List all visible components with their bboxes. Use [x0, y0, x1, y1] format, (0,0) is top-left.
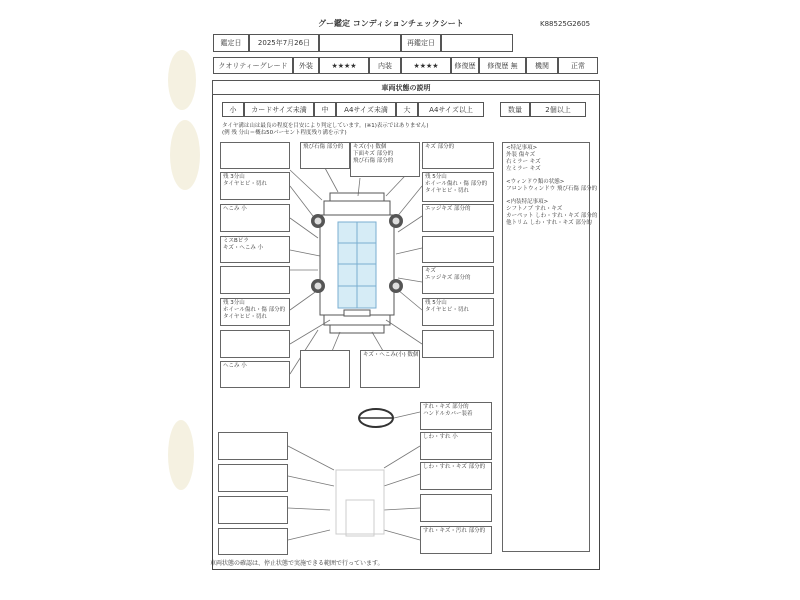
legend-medium-label: 中	[314, 102, 336, 117]
note-box-empty	[220, 330, 290, 358]
note-right-front-tire: 残 5分山 ホイール傷れ・傷 部分的 タイヤヒビ・切れ	[422, 172, 494, 202]
note-box-empty	[220, 266, 290, 294]
quality-label: クオリティーグレード	[213, 57, 293, 74]
special-notes-box	[502, 142, 598, 552]
date-value: 2025年7月26日	[249, 34, 319, 52]
special-head-2: <ウィンドウ類の状態>	[506, 179, 565, 185]
special-item: 左ミラー キズ	[506, 166, 541, 172]
repair-label: 修復歴	[451, 57, 479, 74]
reinspect-label: 再鑑定日	[401, 34, 441, 52]
footer-note: 車両状態の確認は、停止状態で実施できる範囲で行っています。	[210, 560, 384, 567]
legend-count-label: 数量	[500, 102, 530, 117]
note-front-top: キズ(小) 数個 下面キズ 部分的 飛び石傷 部分的	[350, 142, 420, 177]
section-title: 車両状態の説明	[212, 80, 600, 95]
note-box-empty	[300, 350, 350, 388]
special-item: 右ミラー キズ	[506, 159, 541, 165]
sheet-title: グー鑑定 コンディションチェックシート	[318, 19, 464, 28]
repair-value: 修復歴 無	[479, 57, 526, 74]
special-item: フロントウィンドウ 飛び石傷 部分的	[506, 186, 598, 192]
equip-value: 正常	[558, 57, 598, 74]
note-box-empty	[218, 528, 288, 555]
note-left-front-tire: 残 3分山 タイヤヒビ・切れ	[220, 172, 290, 200]
note-box-empty	[218, 464, 288, 492]
note-box-empty	[422, 236, 494, 263]
note-left-rear-dent: へこみ 小	[220, 361, 290, 388]
special-item: 他トリム しわ・すれ・キズ 部分的	[506, 220, 592, 226]
equip-label: 機関	[526, 57, 558, 74]
legend-small-label: 小	[222, 102, 244, 117]
legend-count-value: 2個以上	[530, 102, 586, 117]
special-head-3: <内装特記事項>	[506, 199, 549, 205]
date-label: 鑑定日	[213, 34, 249, 52]
tire-note-1: タイヤ溝は山は最良の程度を目安により判定しています。(※1)表示ではありません)	[222, 123, 429, 129]
note-box-empty	[220, 142, 290, 169]
note-box-empty	[422, 330, 494, 358]
note-box-empty	[218, 496, 288, 524]
note-box-empty	[218, 432, 288, 460]
note-right-top: キズ 部分的	[422, 142, 494, 169]
car-outline	[320, 193, 394, 333]
seat-outline-icon	[336, 470, 384, 536]
note-left-fender: ミスBピラ キズ・へこみ 小	[220, 236, 290, 263]
note-steering: すれ・キズ 部分的 ハンドルカバー装着	[420, 402, 492, 430]
legend-medium-value: A4サイズ未満	[336, 102, 396, 117]
note-seat-2: しわ・すれ・キズ 部分的	[420, 462, 492, 490]
exterior-label: 外装	[293, 57, 319, 74]
legend-small-value: カードサイズ未満	[244, 102, 314, 117]
special-item: シフトノブ すれ・キズ	[506, 206, 563, 212]
special-head-1: <特記事項>	[506, 145, 538, 151]
note-rear-bumper: キズ・へこみ(小) 数個	[360, 350, 420, 388]
note-left-dent: へこみ 小	[220, 204, 290, 232]
exterior-stars: ★★★★	[319, 57, 369, 74]
interior-label: 内装	[369, 57, 401, 74]
note-right-edge: エッジキズ 部分的	[422, 204, 494, 232]
special-item: 外装 傷キズ	[506, 152, 536, 158]
sheet-code: K88525G2605	[540, 20, 591, 28]
interior-stars: ★★★★	[401, 57, 451, 74]
note-front-glass: 飛び石傷 部分的	[300, 142, 350, 169]
special-item: カーペット しわ・すれ・キズ 部分的	[506, 213, 598, 219]
note-seat-3: すれ・キズ・汚れ 部分的	[420, 526, 492, 554]
legend-large-label: 大	[396, 102, 418, 117]
note-box-empty	[420, 494, 492, 522]
steering-wheel-icon	[359, 409, 393, 427]
legend-large-value: A4サイズ以上	[418, 102, 484, 117]
tire-note-2: (例 残 分山＝概ね50パーセント程度残り溝を示す)	[222, 130, 347, 136]
note-right-rear-tire: 残 5分山 タイヤヒビ・切れ	[422, 298, 494, 326]
note-seat-1: しわ・すれ 小	[420, 432, 492, 460]
note-right-door: キズ エッジキズ 部分的	[422, 266, 494, 294]
note-left-rear-tire: 残 3分山 ホイール傷れ・傷 部分的 タイヤヒビ・切れ	[220, 298, 290, 326]
